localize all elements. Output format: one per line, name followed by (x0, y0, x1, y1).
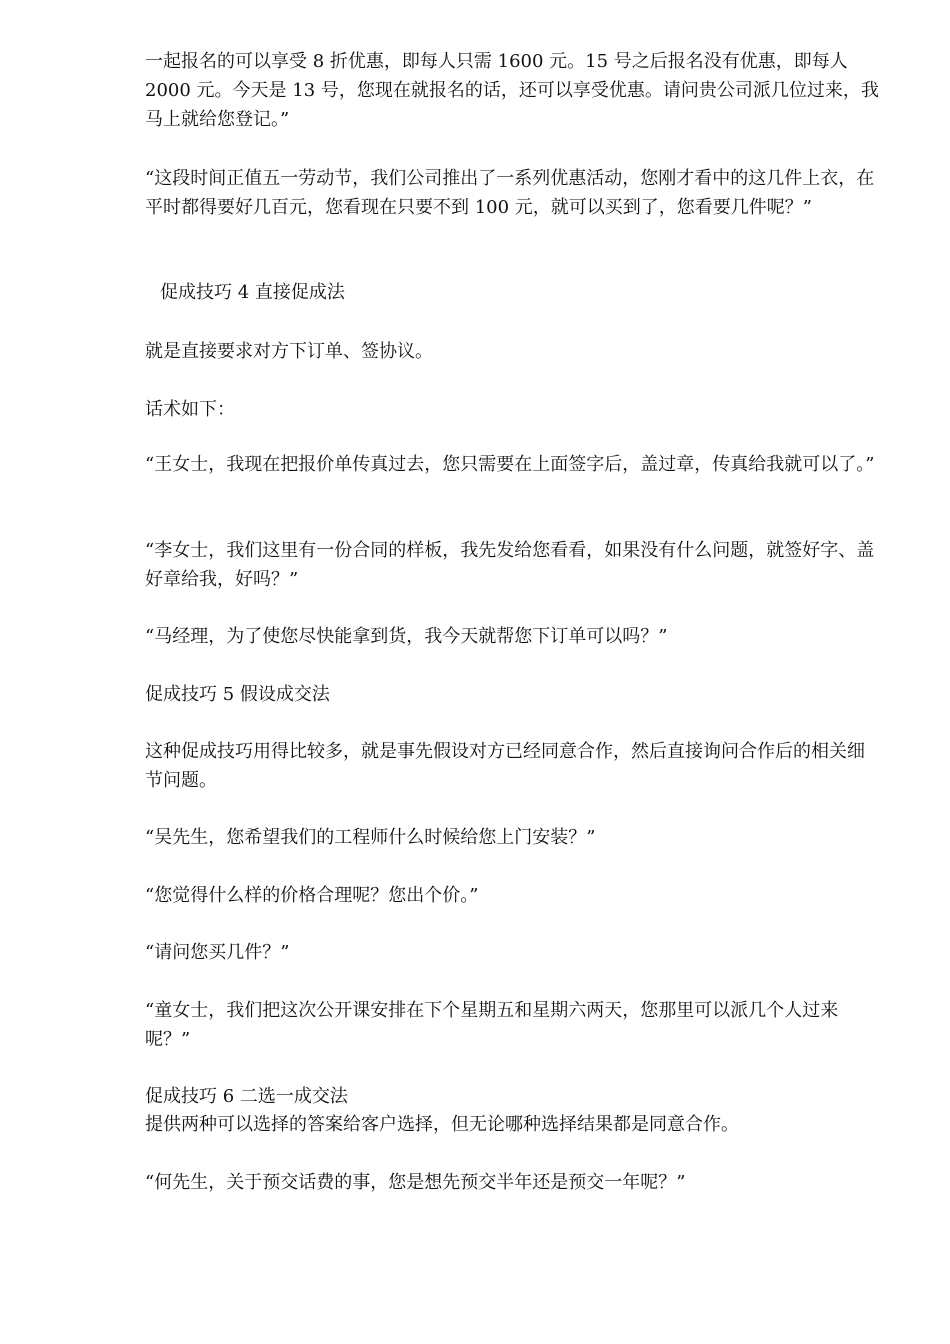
heading-technique-6: 促成技巧 6 二选一成交法 (145, 1086, 348, 1107)
paragraph-direct-close: 就是直接要求对方下订单、签协议。 (145, 341, 433, 362)
paragraph-ms-tong: “童女士，我们把这次公开课安排在下个星期五和星期六两天，您那里可以派几个人过来呢？” (145, 1000, 839, 1050)
paragraph-manager-ma: “马经理，为了使您尽快能拿到货，我今天就帮您下订单可以吗？” (145, 626, 668, 647)
paragraph-price-question: “您觉得什么样的价格合理呢？您出个价。” (145, 885, 479, 906)
paragraph-script-intro: 话术如下： (145, 399, 235, 420)
paragraph-mr-he: “何先生，关于预交话费的事，您是想先预交半年还是预交一年呢？” (145, 1172, 686, 1193)
paragraph-may-day-promo: “这段时间正值五一劳动节，我们公司推出了一系列优惠活动，您刚才看中的这几件上衣，在平时都得要好几百元，您看现在只要不到 100 元，就可以买到了，您看要几件呢？” (145, 168, 875, 218)
paragraph-ms-li: “李女士，我们这里有一份合同的样板，我先发给您看看，如果没有什么问题，就签好字、盖好章给我，好吗？” (145, 540, 875, 590)
paragraph-mr-wu: “吴先生，您希望我们的工程师什么时候给您上门安装？” (145, 827, 596, 848)
paragraph-assumptive-close: 这种促成技巧用得比较多，就是事先假设对方已经同意合作，然后直接询问合作后的相关细节问题。 (145, 741, 865, 791)
paragraph-two-choice-close: 提供两种可以选择的答案给客户选择，但无论哪种选择结果都是同意合作。 (145, 1114, 739, 1135)
heading-technique-4: 促成技巧 4 直接促成法 (160, 282, 345, 303)
paragraph-how-many: “请问您买几件？” (145, 942, 290, 963)
paragraph-discount-offer: 一起报名的可以享受 8 折优惠，即每人只需 1600 元。15 号之后报名没有优惠，即每人 2000 元。今天是 13 号，您现在就报名的话，还可以享受优惠。请问贵公司派几位过来，我马上就给您登记。” (145, 51, 879, 130)
heading-technique-5: 促成技巧 5 假设成交法 (145, 684, 330, 705)
paragraph-ms-wang: “王女士，我现在把报价单传真过去，您只需要在上面签字后，盖过章，传真给我就可以了。” (145, 454, 875, 475)
